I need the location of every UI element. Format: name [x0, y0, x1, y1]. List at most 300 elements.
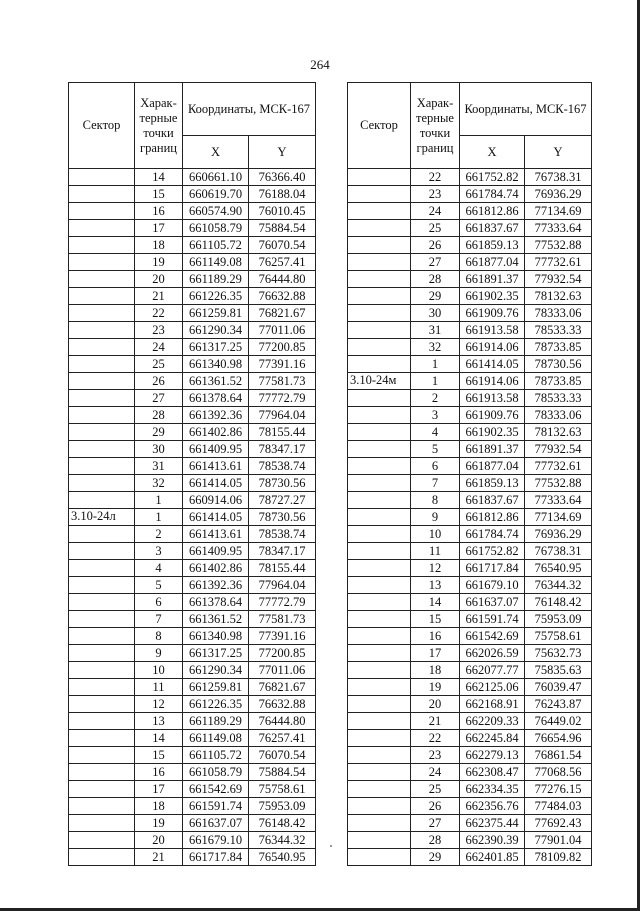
coordinates-table-left	[68, 82, 316, 866]
sector-cell	[348, 475, 411, 492]
table-row	[348, 611, 592, 628]
y-coordinate-cell: 77932.54	[525, 271, 592, 288]
table-row	[348, 220, 592, 237]
x-coordinate-cell: 661149.08	[183, 254, 249, 271]
point-number-cell: 25	[411, 781, 460, 798]
table-row	[348, 628, 592, 645]
point-number-cell: 20	[411, 696, 460, 713]
x-coordinate-cell: 661914.06	[460, 339, 525, 356]
table-row	[69, 254, 316, 271]
sector-cell	[69, 713, 135, 730]
y-coordinate-cell: 77581.73	[249, 611, 316, 628]
y-coordinate-cell: 75953.09	[525, 611, 592, 628]
point-number-cell: 24	[135, 339, 183, 356]
sector-cell	[69, 577, 135, 594]
table-row	[348, 713, 592, 730]
point-number-cell: 20	[135, 832, 183, 849]
sector-cell	[69, 662, 135, 679]
point-number-cell: 28	[135, 407, 183, 424]
sector-cell	[69, 424, 135, 441]
sector-cell	[69, 645, 135, 662]
x-coordinate-cell: 662401.85	[460, 849, 525, 866]
sector-cell: 3.10-24л	[69, 509, 135, 526]
header-boundary-points: Харак-терные точки границ	[135, 83, 183, 169]
point-number-cell: 14	[411, 594, 460, 611]
table-row	[348, 458, 592, 475]
x-coordinate-cell: 661361.52	[183, 611, 249, 628]
sector-cell	[348, 832, 411, 849]
y-coordinate-cell: 78333.06	[525, 305, 592, 322]
x-coordinate-cell: 662245.84	[460, 730, 525, 747]
table-row	[69, 288, 316, 305]
x-coordinate-cell: 661105.72	[183, 747, 249, 764]
y-coordinate-cell: 77732.61	[525, 254, 592, 271]
y-coordinate-cell: 76070.54	[249, 747, 316, 764]
table-row	[348, 781, 592, 798]
x-coordinate-cell: 661542.69	[183, 781, 249, 798]
sector-cell	[69, 628, 135, 645]
point-number-cell: 1	[135, 492, 183, 509]
table-row	[348, 815, 592, 832]
x-coordinate-cell: 661058.79	[183, 220, 249, 237]
x-coordinate-cell: 661290.34	[183, 322, 249, 339]
x-coordinate-cell: 661591.74	[183, 798, 249, 815]
point-number-cell: 6	[411, 458, 460, 475]
point-number-cell: 28	[411, 271, 460, 288]
x-coordinate-cell: 661105.72	[183, 237, 249, 254]
sector-cell	[69, 679, 135, 696]
sector-cell	[348, 441, 411, 458]
sector-cell	[69, 373, 135, 390]
table-row	[69, 220, 316, 237]
sector-cell	[348, 237, 411, 254]
sector-cell	[348, 288, 411, 305]
x-coordinate-cell: 662390.39	[460, 832, 525, 849]
x-coordinate-cell: 661752.82	[460, 169, 525, 186]
y-coordinate-cell: 78733.85	[525, 339, 592, 356]
sector-cell	[348, 594, 411, 611]
header-boundary-points: Харак-терные точки границ	[411, 83, 460, 169]
table-row	[348, 441, 592, 458]
point-number-cell: 24	[411, 764, 460, 781]
x-coordinate-cell: 661409.95	[183, 441, 249, 458]
x-coordinate-cell: 661378.64	[183, 594, 249, 611]
sector-cell	[348, 764, 411, 781]
table-row	[348, 373, 592, 390]
sector-cell	[348, 339, 411, 356]
x-coordinate-cell: 661637.07	[460, 594, 525, 611]
table-row	[69, 492, 316, 509]
point-number-cell: 12	[411, 560, 460, 577]
x-coordinate-cell: 661226.35	[183, 288, 249, 305]
table-row	[348, 356, 592, 373]
table-row	[69, 169, 316, 186]
sector-cell	[69, 220, 135, 237]
x-coordinate-cell: 661413.61	[183, 526, 249, 543]
point-number-cell: 1	[135, 509, 183, 526]
sector-cell	[348, 849, 411, 866]
y-coordinate-cell: 76632.88	[249, 288, 316, 305]
point-number-cell: 21	[135, 849, 183, 866]
x-coordinate-cell: 662356.76	[460, 798, 525, 815]
sector-cell	[348, 611, 411, 628]
y-coordinate-cell: 78333.06	[525, 407, 592, 424]
sector-cell	[69, 186, 135, 203]
table-row	[348, 322, 592, 339]
sector-cell	[348, 492, 411, 509]
y-coordinate-cell: 75632.73	[525, 645, 592, 662]
y-coordinate-cell: 77011.06	[249, 322, 316, 339]
sector-cell	[69, 407, 135, 424]
x-coordinate-cell: 661877.04	[460, 254, 525, 271]
point-number-cell: 17	[411, 645, 460, 662]
point-number-cell: 9	[135, 645, 183, 662]
sector-cell	[69, 356, 135, 373]
x-coordinate-cell: 661226.35	[183, 696, 249, 713]
point-number-cell: 4	[135, 560, 183, 577]
point-number-cell: 15	[411, 611, 460, 628]
sector-cell	[69, 237, 135, 254]
y-coordinate-cell: 76344.32	[249, 832, 316, 849]
table-row	[69, 764, 316, 781]
x-coordinate-cell: 661259.81	[183, 305, 249, 322]
table-row	[348, 798, 592, 815]
x-coordinate-cell: 661392.36	[183, 577, 249, 594]
table-row	[69, 543, 316, 560]
table-row	[69, 509, 316, 526]
point-number-cell: 22	[135, 305, 183, 322]
y-coordinate-cell: 77391.16	[249, 356, 316, 373]
point-number-cell: 15	[135, 186, 183, 203]
header-sector: Сектор	[348, 83, 411, 169]
point-number-cell: 1	[411, 356, 460, 373]
y-coordinate-cell: 78533.33	[525, 322, 592, 339]
point-number-cell: 29	[411, 288, 460, 305]
y-coordinate-cell: 77732.61	[525, 458, 592, 475]
sector-cell	[69, 747, 135, 764]
table-row	[348, 679, 592, 696]
y-coordinate-cell: 76861.54	[525, 747, 592, 764]
x-coordinate-cell: 661591.74	[460, 611, 525, 628]
sector-cell	[348, 305, 411, 322]
table-row	[348, 560, 592, 577]
x-coordinate-cell: 661752.82	[460, 543, 525, 560]
y-coordinate-cell: 76540.95	[249, 849, 316, 866]
x-coordinate-cell: 661837.67	[460, 220, 525, 237]
sector-cell	[69, 339, 135, 356]
sector-cell	[348, 356, 411, 373]
table-row	[69, 186, 316, 203]
y-coordinate-cell: 77964.04	[249, 407, 316, 424]
point-number-cell: 13	[411, 577, 460, 594]
y-coordinate-cell: 76738.31	[525, 169, 592, 186]
point-number-cell: 10	[135, 662, 183, 679]
x-coordinate-cell: 661717.84	[183, 849, 249, 866]
x-coordinate-cell: 661812.86	[460, 203, 525, 220]
table-row	[348, 424, 592, 441]
x-coordinate-cell: 660619.70	[183, 186, 249, 203]
point-number-cell: 15	[135, 747, 183, 764]
y-coordinate-cell: 78155.44	[249, 560, 316, 577]
x-coordinate-cell: 661290.34	[183, 662, 249, 679]
table-row	[69, 373, 316, 390]
sector-cell	[348, 747, 411, 764]
point-number-cell: 3	[411, 407, 460, 424]
sector-cell	[69, 458, 135, 475]
point-number-cell: 28	[411, 832, 460, 849]
x-coordinate-cell: 661414.05	[460, 356, 525, 373]
sector-cell	[348, 815, 411, 832]
sector-cell	[69, 475, 135, 492]
table-row	[348, 543, 592, 560]
sector-cell	[69, 560, 135, 577]
y-coordinate-cell: 77484.03	[525, 798, 592, 815]
point-number-cell: 20	[135, 271, 183, 288]
point-number-cell: 17	[135, 220, 183, 237]
point-number-cell: 8	[411, 492, 460, 509]
sector-cell	[348, 254, 411, 271]
y-coordinate-cell: 77901.04	[525, 832, 592, 849]
y-coordinate-cell: 77692.43	[525, 815, 592, 832]
y-coordinate-cell: 76366.40	[249, 169, 316, 186]
sector-cell	[348, 390, 411, 407]
point-number-cell: 26	[411, 237, 460, 254]
table-row	[348, 849, 592, 866]
y-coordinate-cell: 78347.17	[249, 441, 316, 458]
y-coordinate-cell: 78132.63	[525, 424, 592, 441]
x-coordinate-cell: 661909.76	[460, 407, 525, 424]
table-row	[348, 526, 592, 543]
table-row	[348, 509, 592, 526]
sector-cell	[69, 781, 135, 798]
y-coordinate-cell: 77333.64	[525, 492, 592, 509]
y-coordinate-cell: 76449.02	[525, 713, 592, 730]
table-row	[348, 577, 592, 594]
y-coordinate-cell: 75758.61	[249, 781, 316, 798]
sector-cell	[348, 458, 411, 475]
header-y: Y	[525, 136, 592, 169]
table-row	[69, 679, 316, 696]
y-coordinate-cell: 76148.42	[525, 594, 592, 611]
y-coordinate-cell: 77391.16	[249, 628, 316, 645]
sector-cell	[348, 509, 411, 526]
table-row	[69, 815, 316, 832]
sector-cell	[348, 798, 411, 815]
y-coordinate-cell: 77011.06	[249, 662, 316, 679]
x-coordinate-cell: 660661.10	[183, 169, 249, 186]
point-number-cell: 30	[135, 441, 183, 458]
point-number-cell: 13	[135, 713, 183, 730]
x-coordinate-cell: 661877.04	[460, 458, 525, 475]
x-coordinate-cell: 661317.25	[183, 339, 249, 356]
point-number-cell: 16	[135, 203, 183, 220]
point-number-cell: 2	[135, 526, 183, 543]
point-number-cell: 27	[411, 815, 460, 832]
y-coordinate-cell: 77932.54	[525, 441, 592, 458]
table-row	[69, 526, 316, 543]
y-coordinate-cell: 76632.88	[249, 696, 316, 713]
x-coordinate-cell: 662375.44	[460, 815, 525, 832]
y-coordinate-cell: 77772.79	[249, 390, 316, 407]
table-row	[69, 611, 316, 628]
y-coordinate-cell: 77532.88	[525, 475, 592, 492]
y-coordinate-cell: 77200.85	[249, 339, 316, 356]
table-row	[348, 186, 592, 203]
point-number-cell: 18	[135, 798, 183, 815]
table-row	[69, 458, 316, 475]
y-coordinate-cell: 77964.04	[249, 577, 316, 594]
table-row	[69, 713, 316, 730]
point-number-cell: 7	[411, 475, 460, 492]
y-coordinate-cell: 76444.80	[249, 713, 316, 730]
point-number-cell: 1	[411, 373, 460, 390]
point-number-cell: 19	[135, 815, 183, 832]
table-row	[348, 407, 592, 424]
y-coordinate-cell: 77276.15	[525, 781, 592, 798]
sector-cell	[69, 696, 135, 713]
x-coordinate-cell: 661409.95	[183, 543, 249, 560]
y-coordinate-cell: 76010.45	[249, 203, 316, 220]
sector-cell	[348, 526, 411, 543]
x-coordinate-cell: 662209.33	[460, 713, 525, 730]
point-number-cell: 23	[135, 322, 183, 339]
scan-speck	[330, 845, 332, 847]
y-coordinate-cell: 77581.73	[249, 373, 316, 390]
point-number-cell: 19	[135, 254, 183, 271]
table-row	[348, 390, 592, 407]
sector-cell	[348, 696, 411, 713]
sector-cell	[348, 645, 411, 662]
x-coordinate-cell: 661717.84	[460, 560, 525, 577]
point-number-cell: 12	[135, 696, 183, 713]
point-number-cell: 31	[135, 458, 183, 475]
table-row	[69, 662, 316, 679]
sector-cell	[348, 271, 411, 288]
y-coordinate-cell: 78730.56	[249, 475, 316, 492]
sector-cell	[348, 560, 411, 577]
y-coordinate-cell: 77772.79	[249, 594, 316, 611]
x-coordinate-cell: 661414.05	[183, 509, 249, 526]
x-coordinate-cell: 661392.36	[183, 407, 249, 424]
y-coordinate-cell: 76039.47	[525, 679, 592, 696]
x-coordinate-cell: 661913.58	[460, 390, 525, 407]
x-coordinate-cell: 661259.81	[183, 679, 249, 696]
x-coordinate-cell: 661902.35	[460, 424, 525, 441]
x-coordinate-cell: 662168.91	[460, 696, 525, 713]
x-coordinate-cell: 661361.52	[183, 373, 249, 390]
point-number-cell: 18	[135, 237, 183, 254]
x-coordinate-cell: 661679.10	[460, 577, 525, 594]
table-row	[348, 305, 592, 322]
point-number-cell: 8	[135, 628, 183, 645]
y-coordinate-cell: 78109.82	[525, 849, 592, 866]
x-coordinate-cell: 660914.06	[183, 492, 249, 509]
table-row	[348, 832, 592, 849]
table-row	[348, 696, 592, 713]
sector-cell	[69, 611, 135, 628]
y-coordinate-cell: 75758.61	[525, 628, 592, 645]
x-coordinate-cell: 661340.98	[183, 356, 249, 373]
x-coordinate-cell: 661914.06	[460, 373, 525, 390]
x-coordinate-cell: 661909.76	[460, 305, 525, 322]
y-coordinate-cell: 76344.32	[525, 577, 592, 594]
point-number-cell: 17	[135, 781, 183, 798]
point-number-cell: 14	[135, 169, 183, 186]
x-coordinate-cell: 660574.90	[183, 203, 249, 220]
x-coordinate-cell: 661542.69	[460, 628, 525, 645]
table-row	[348, 645, 592, 662]
table-row	[348, 203, 592, 220]
point-number-cell: 22	[411, 730, 460, 747]
y-coordinate-cell: 78727.27	[249, 492, 316, 509]
table-row	[348, 254, 592, 271]
y-coordinate-cell: 78132.63	[525, 288, 592, 305]
point-number-cell: 9	[411, 509, 460, 526]
y-coordinate-cell: 76654.96	[525, 730, 592, 747]
table-row	[348, 662, 592, 679]
x-coordinate-cell: 662125.06	[460, 679, 525, 696]
y-coordinate-cell: 75835.63	[525, 662, 592, 679]
table-row	[348, 475, 592, 492]
point-number-cell: 23	[411, 186, 460, 203]
table-row	[69, 237, 316, 254]
x-coordinate-cell: 661812.86	[460, 509, 525, 526]
y-coordinate-cell: 76738.31	[525, 543, 592, 560]
sector-cell	[69, 526, 135, 543]
y-coordinate-cell: 76148.42	[249, 815, 316, 832]
sector-cell	[69, 849, 135, 866]
table-row	[69, 849, 316, 866]
y-coordinate-cell: 76936.29	[525, 526, 592, 543]
point-number-cell: 6	[135, 594, 183, 611]
y-coordinate-cell: 77532.88	[525, 237, 592, 254]
table-row	[69, 747, 316, 764]
point-number-cell: 29	[411, 849, 460, 866]
table-row	[69, 390, 316, 407]
sector-cell	[348, 628, 411, 645]
y-coordinate-cell: 76257.41	[249, 730, 316, 747]
point-number-cell: 29	[135, 424, 183, 441]
table-row	[69, 628, 316, 645]
point-number-cell: 5	[411, 441, 460, 458]
sector-cell	[69, 322, 135, 339]
y-coordinate-cell: 78155.44	[249, 424, 316, 441]
x-coordinate-cell: 661402.86	[183, 424, 249, 441]
y-coordinate-cell: 77068.56	[525, 764, 592, 781]
point-number-cell: 11	[135, 679, 183, 696]
x-coordinate-cell: 661414.05	[183, 475, 249, 492]
y-coordinate-cell: 76821.67	[249, 305, 316, 322]
y-coordinate-cell: 76936.29	[525, 186, 592, 203]
table-row	[69, 798, 316, 815]
point-number-cell: 32	[135, 475, 183, 492]
x-coordinate-cell: 661837.67	[460, 492, 525, 509]
y-coordinate-cell: 78347.17	[249, 543, 316, 560]
sector-cell	[69, 764, 135, 781]
sector-cell	[69, 288, 135, 305]
header-x: X	[460, 136, 525, 169]
coordinates-table-right	[347, 82, 592, 866]
sector-cell	[69, 543, 135, 560]
point-number-cell: 24	[411, 203, 460, 220]
y-coordinate-cell: 75884.54	[249, 220, 316, 237]
point-number-cell: 18	[411, 662, 460, 679]
x-coordinate-cell: 661378.64	[183, 390, 249, 407]
point-number-cell: 7	[135, 611, 183, 628]
table-row	[348, 237, 592, 254]
y-coordinate-cell: 76257.41	[249, 254, 316, 271]
sector-cell	[69, 798, 135, 815]
